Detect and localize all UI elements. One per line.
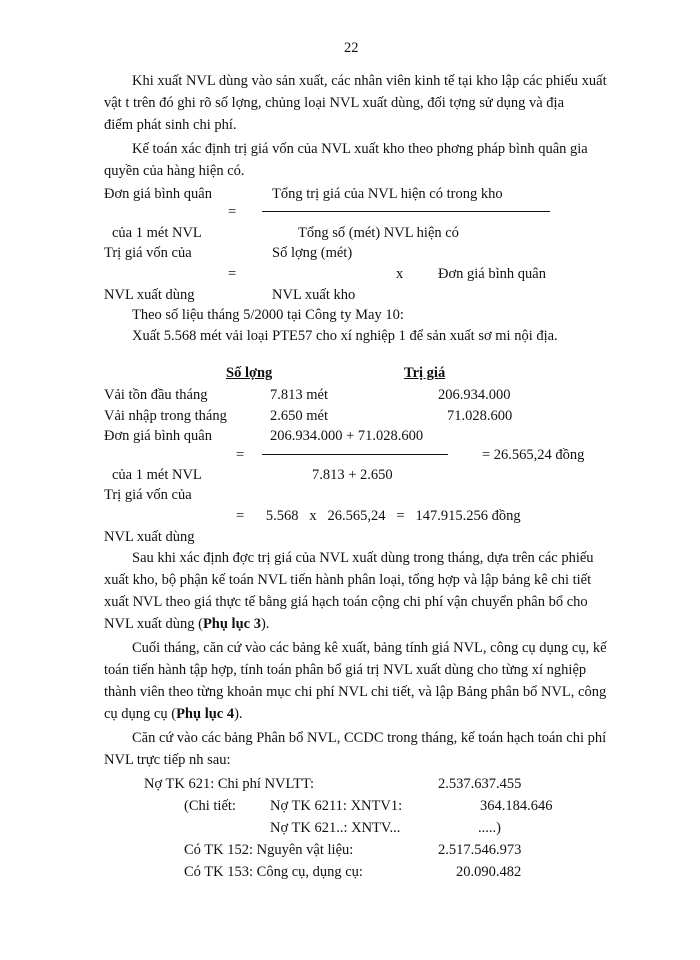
entry-credit-152-value: 2.517.546.973	[438, 842, 522, 858]
appendix-4-ref: Phụ lục 4	[176, 706, 235, 722]
appendix-3-ref: Phụ lục 3	[202, 616, 261, 632]
formula2-left-top: Trị giá vốn của	[104, 245, 192, 261]
entry-credit-153-value: 20.090.482	[456, 864, 522, 880]
entry-detail2-value: .....)	[478, 820, 501, 836]
formula2-qty-top: Số lợng (mét)	[272, 245, 353, 261]
p1-line3: điểm phát sinh chi phí.	[104, 117, 237, 133]
p3-line4	[104, 616, 269, 633]
table-row2-value: 71.028.600	[447, 408, 513, 424]
p3-line4-post: ).	[260, 616, 270, 632]
p3-line4-pre: NVL xuất dùng (	[104, 616, 203, 632]
entry-detail-label: (Chi tiết:	[184, 798, 236, 814]
calc1-numerator: 206.934.000 + 71.028.600	[270, 428, 424, 444]
p5-line1: Căn cứ vào các bảng Phân bổ NVL, CCDC trong tháng, kế toán hạch toán chi phí	[132, 730, 607, 746]
table-header-qty: Số lợng	[226, 365, 273, 381]
calc2-left-bottom: NVL xuất dùng	[104, 529, 195, 545]
entry-detail2-sub: Nợ TK 621..: XNTV...	[270, 820, 401, 836]
formula1-left-bottom: của 1 mét NVL	[112, 225, 202, 241]
p4-line4-pre: cụ dụng cụ (	[104, 706, 177, 722]
table-row1-label: Vải tồn đầu tháng	[104, 387, 208, 403]
p4-line4	[104, 706, 243, 723]
table-row1-qty: 7.813 mét	[270, 387, 328, 403]
page-number: 22	[344, 40, 359, 56]
entry-credit-153-label: Có TK 153: Công cụ, dụng cụ:	[184, 864, 363, 880]
formula2-qty-bottom: NVL xuất kho	[272, 287, 356, 303]
calc1-denominator: 7.813 + 2.650	[312, 467, 393, 483]
formula1-numerator: Tổng trị giá của NVL hiện có trong kho	[272, 186, 503, 202]
example-line: Xuất 5.568 mét vải loại PTE57 cho xí nghiệp 1 để sản xuất sơ mi nội địa.	[132, 328, 558, 344]
formula1-fraction-bar	[262, 211, 550, 212]
calc1-left-bottom: của 1 mét NVL	[112, 467, 202, 483]
entry-credit-152-label: Có TK 152: Nguyên vật liệu:	[184, 842, 354, 858]
calc2-expression: = 5.568 x 26.565,24 = 147.915.256 đồng	[236, 508, 521, 524]
p2-line2: quyền của hàng hiện có.	[104, 163, 245, 179]
entry-detail-sub: Nợ TK 6211: XNTV1:	[270, 798, 403, 814]
calc1-result: = 26.565,24 đồng	[482, 447, 585, 463]
p4-line3: thành viên theo từng khoản mục chi phí NVL chi tiết, và lập Bảng phân bổ NVL, công	[104, 684, 607, 700]
p3-line2: xuất kho, bộ phận kế toán NVL tiến hành phân loại, tổng hợp và lập bảng kê chi tiết	[104, 572, 592, 588]
p5-line2: NVL trực tiếp nh sau:	[104, 752, 231, 768]
table-row1-value: 206.934.000	[438, 387, 511, 403]
entry-detail-value: 364.184.646	[480, 798, 553, 814]
table-header-value: Trị giá	[404, 365, 446, 381]
formula2-times: x	[396, 266, 404, 282]
p4-line4-post: ).	[234, 706, 243, 722]
formula1-equals: =	[228, 204, 237, 220]
formula2-equals: =	[228, 266, 237, 282]
p3-line1: Sau khi xác định đợc trị giá của NVL xuất dùng trong tháng, dựa trên các phiếu	[132, 550, 594, 566]
calc1-equals: =	[236, 447, 245, 463]
table-row2-qty: 2.650 mét	[270, 408, 328, 424]
table-row2-label: Vải nhập trong tháng	[104, 408, 227, 424]
p4-line1: Cuối tháng, căn cứ vào các bảng kê xuất, bảng tính giá NVL, công cụ dụng cụ, kế	[132, 640, 607, 656]
p2-line1: Kế toán xác định trị giá vốn của NVL xuất kho theo phơng pháp bình quân gia	[132, 141, 588, 157]
calc2-left-top: Trị giá vốn của	[104, 487, 192, 503]
p1-line1: Khi xuất NVL dùng vào sản xuất, các nhân viên kinh tế tại kho lập các phiếu xuất	[132, 73, 607, 89]
formula2-left-bottom: NVL xuất dùng	[104, 287, 195, 303]
p4-line2: toán tiến hành tập hợp, tính toán phân bổ giá trị NVL xuất dùng cho từng xí nghiệp	[104, 662, 587, 678]
p1-line2: vật t trên đó ghi rõ số lợng, chủng loại NVL xuất dùng, đối tợng sử dụng và địa	[104, 95, 565, 111]
calc1-fraction-bar	[262, 454, 448, 455]
calc1-left-top: Đơn giá bình quân	[104, 428, 212, 444]
formula1-denominator: Tổng số (mét) NVL hiện có	[298, 225, 459, 241]
p3-line3: xuất NVL theo giá thực tế bằng giá hạch toán cộng chi phí vận chuyển phân bổ cho	[104, 594, 588, 610]
example-intro: Theo số liệu tháng 5/2000 tại Công ty May 10:	[132, 307, 404, 323]
entry-debit-621-value: 2.537.637.455	[438, 776, 522, 792]
formula1-left-top: Đơn giá bình quân	[104, 186, 212, 202]
entry-debit-621-label: Nợ TK 621: Chi phí NVLTT:	[144, 776, 315, 792]
formula2-right: Đơn giá bình quân	[438, 266, 546, 282]
